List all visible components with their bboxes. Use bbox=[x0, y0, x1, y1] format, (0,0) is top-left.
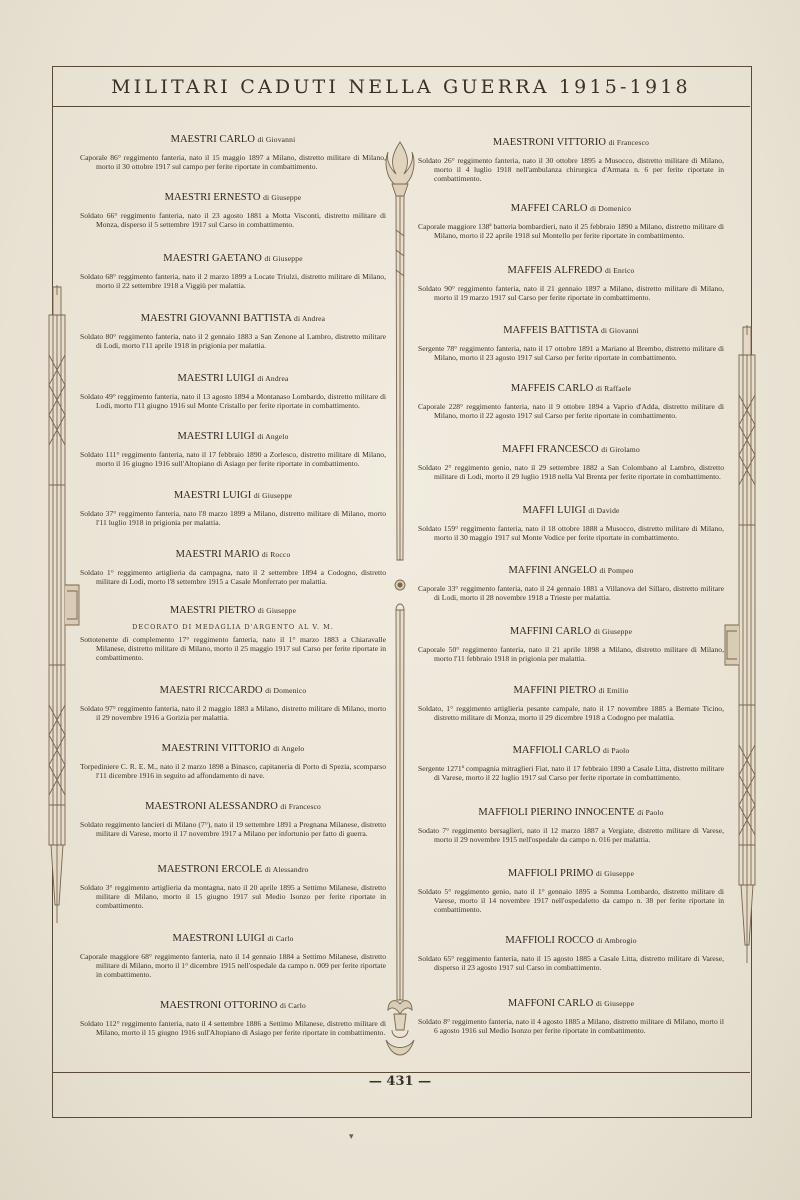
entry-patronymic: di Raffaele bbox=[596, 384, 632, 393]
entry-text: Sodato 7° reggimento bersaglieri, nato il 12 marzo 1887 a Vergiate, distretto militare di Varese, morto il 29 novembre 1915 nell'ospedale da campo n. 016 per malattia. bbox=[418, 826, 724, 845]
entry-name: MAFFIOLI PRIMO bbox=[507, 868, 594, 879]
entry-name: MAESTRINI VITTORIO bbox=[161, 743, 271, 754]
entry-name: MAESTRI LUIGI bbox=[173, 490, 252, 501]
entry-name: MAFFI FRANCESCO bbox=[502, 444, 599, 455]
entry-text: Caporale 33° reggimento fanteria, nato il 24 gennaio 1881 a Villanova del Sillaro, distretto militare di Lodi, morto il 28 novembre 1918 a Trieste per malattia. bbox=[418, 584, 724, 603]
entry-name: MAFFI LUIGI bbox=[522, 505, 586, 516]
list-item bbox=[80, 372, 386, 410]
entry-name: MAFFONI CARLO bbox=[507, 998, 594, 1009]
list-item bbox=[418, 625, 724, 663]
list-item bbox=[418, 382, 724, 420]
page-title: MILITARI CADUTI NELLA GUERRA 1915-1918 bbox=[111, 76, 691, 98]
entry-text: Caporale 228° reggimento fanteria, nato il 9 ottobre 1894 a Vaprio d'Adda, distretto militare di Milano, morto il 22 agosto 1917 sul Carso per ferite riportate in combattimento. bbox=[418, 402, 724, 421]
entry-name: MAFFIOLI ROCCO bbox=[505, 935, 594, 946]
list-item bbox=[80, 548, 386, 586]
entry-text: Soldato 65° reggimento fanteria, nato il 15 agosto 1885 a Casale Litta, distretto militare di Varese, disperso il 23 agosto 1917 sul Carso in combattimento. bbox=[418, 954, 724, 973]
entry-text: Caporale 50° reggimento fanteria, nato il 21 aprile 1898 a Milano, distretto militare di Milano, morto l'11 febbraio 1918 in prigionia per malattia. bbox=[418, 645, 724, 664]
entry-name: MAFFINI PIETRO bbox=[513, 685, 596, 696]
entry-name: MAESTRONI OTTORINO bbox=[160, 1000, 278, 1011]
list-item bbox=[418, 744, 724, 782]
entry-text: Soldato 26° reggimento fanteria, nato il 30 ottobre 1895 a Musocco, distretto militare di Milano, morto il 4 luglio 1918 nell'ambulanza chirurgica d'Armata n. 6 per ferite riportate in combattimento. bbox=[418, 156, 724, 184]
entry-text: Torpediniere C. R. E. M., nato il 2 marzo 1898 a Binasco, capitaneria di Porto di Spezia, scomparso l'11 dicembre 1916 in seguito ad affondamento di nave. bbox=[80, 762, 386, 781]
entry-name: MAESTRI PIETRO bbox=[169, 605, 256, 616]
entry-patronymic: di Francesco bbox=[280, 802, 321, 811]
entry-text: Soldato 66° reggimento fanteria, nato il 23 agosto 1881 a Motta Visconti, distretto militare di Monza, disperso il 5 settembre 1917 sul Carso in combattimento. bbox=[80, 211, 386, 230]
list-item bbox=[80, 430, 386, 468]
list-item bbox=[418, 806, 724, 844]
entry-patronymic: di Pompeo bbox=[599, 566, 634, 575]
entry-name: MAESTRONI ALESSANDRO bbox=[145, 801, 278, 812]
entry-text: Soldato 1° reggimento artiglieria da campagna, nato il 2 settembre 1894 a Codogno, distretto militare di Lodi, morto l'8 settembre 1915 a Casale Monferrato per malattia. bbox=[80, 568, 386, 587]
right-fasces-ornament bbox=[723, 325, 771, 965]
entry-patronymic: di Alessandro bbox=[264, 865, 309, 874]
entry-name: MAFFEIS CARLO bbox=[510, 383, 594, 394]
list-item bbox=[418, 504, 724, 542]
entry-text: Sergente 1271ª compagnia mitraglieri Fiat, nato il 17 febbraio 1890 a Casale Litta, distretto militare di Varese, morto il 22 luglio 1917 sul Carso per ferite riportate in combattimento. bbox=[418, 764, 724, 783]
left-fasces-ornament bbox=[33, 285, 81, 925]
entry-patronymic: di Paolo bbox=[603, 746, 630, 755]
list-item bbox=[80, 742, 386, 780]
list-item bbox=[418, 136, 724, 184]
entry-patronymic: di Andrea bbox=[294, 314, 326, 323]
list-item bbox=[80, 489, 386, 527]
list-item bbox=[80, 863, 386, 911]
entry-patronymic: di Giuseppe bbox=[264, 254, 303, 263]
entry-name: MAFFIOLI CARLO bbox=[512, 745, 601, 756]
entry-name: MAESTRONI ERCOLE bbox=[157, 864, 263, 875]
list-item bbox=[418, 324, 724, 362]
entry-patronymic: di Giuseppe bbox=[593, 627, 633, 636]
entry-name: MAESTRI ERNESTO bbox=[164, 192, 261, 203]
entry-patronymic: di Emilio bbox=[598, 686, 629, 695]
entry-text: Soldato 3° reggimento artiglieria da montagna, nato il 20 aprile 1895 a Settimo Milanese, distretto militare di Milano, morto il 15 giugno 1917 sul Medio Isonzo per ferite riportate in combattimento. bbox=[80, 883, 386, 911]
entry-name: MAFFINI ANGELO bbox=[508, 565, 597, 576]
list-item bbox=[418, 684, 724, 722]
entry-patronymic: di Paolo bbox=[637, 808, 664, 817]
entry-patronymic: di Domenico bbox=[265, 686, 307, 695]
decoration-note: DECORATO DI MEDAGLIA D'ARGENTO AL V. M. bbox=[132, 623, 334, 631]
list-item bbox=[418, 934, 724, 972]
entry-patronymic: di Carlo bbox=[267, 934, 294, 943]
entry-patronymic: di Davide bbox=[588, 506, 620, 515]
entry-text: Soldato 111° reggimento fanteria, nato il 17 febbraio 1890 a Zorlesco, distretto militare di Milano, morto il 16 giugno 1916 sull'Altopiano di Asiago per ferite riportate in combattimento. bbox=[80, 450, 386, 469]
entry-patronymic: di Giuseppe bbox=[595, 999, 635, 1008]
entry-patronymic: di Giuseppe bbox=[257, 606, 297, 615]
title-box bbox=[52, 66, 750, 107]
entry-text: Soldato 37° reggimento fanteria, nato l'8 marzo 1899 a Milano, distretto militare di Milano, morto l'11 luglio 1918 in prigionia per malattia. bbox=[80, 509, 386, 528]
list-item bbox=[80, 312, 386, 350]
list-item bbox=[418, 264, 724, 302]
list-item bbox=[418, 443, 724, 481]
entry-text: Soldato 68° reggimento fanteria, nato il 2 marzo 1899 a Locate Triulzi, distretto militare di Milano, morto il 22 settembre 1918 a Viggiù per malattia. bbox=[80, 272, 386, 291]
entry-name: MAESTRI GAETANO bbox=[163, 253, 262, 264]
entry-patronymic: di Angelo bbox=[273, 744, 305, 753]
entry-patronymic: di Enrico bbox=[604, 266, 635, 275]
entry-patronymic: di Giovanni bbox=[257, 135, 296, 144]
entry-patronymic: di Giuseppe bbox=[263, 193, 302, 202]
central-torch-divider bbox=[382, 140, 418, 1070]
entry-text: Soldato reggimento lancieri di Milano (7°), nato il 19 settembre 1891 a Pregnana Milanese, distretto militare di Varese, morto il 17 novembre 1917 a Milano per infortunio per fatto di guerra. bbox=[80, 820, 386, 839]
entry-name: MAFFEIS ALFREDO bbox=[507, 265, 603, 276]
entry-name: MAESTRI LUIGI bbox=[177, 431, 255, 442]
entry-text: Soldato 49° reggimento fanteria, nato il 13 agosto 1894 a Montanaso Lombardo, distretto militare di Lodi, morto l'11 giugno 1916 sul Monte Cristallo per ferite riportate in combattimento. bbox=[80, 392, 386, 411]
entry-name: MAFFEIS BATTISTA bbox=[503, 325, 599, 336]
entry-text: Soldato 90° reggimento fanteria, nato il 21 gennaio 1897 a Milano, distretto militare di Milano, morto il 19 marzo 1917 sul Carso per ferite riportate in combattimento. bbox=[418, 284, 724, 303]
list-item bbox=[80, 191, 386, 229]
entry-text: Soldato 159° reggimento fanteria, nato il 18 ottobre 1888 a Musocco, distretto militare di Milano, morto il 30 maggio 1917 sul Monte Vodice per ferite riportate in combattimento. bbox=[418, 524, 724, 543]
entry-name: MAFFINI CARLO bbox=[509, 626, 592, 637]
entry-patronymic: di Giuseppe bbox=[595, 869, 635, 878]
entry-name: MAFFIOLI PIERINO INNOCENTE bbox=[478, 807, 635, 818]
entry-name: MAESTRI MARIO bbox=[175, 549, 260, 560]
list-item bbox=[80, 604, 386, 663]
entry-text: Sottotenente di complemento 17° reggimento fanteria, nato il 1° marzo 1883 a Chiaravalle Milanese, distretto militare di Milano, morto il 25 maggio 1917 sul Carso per ferite riportate in combattimento. bbox=[80, 635, 386, 663]
entry-text: Soldato 2° reggimento genio, nato il 29 settembre 1882 a San Colombano al Lambro, distretto militare di Lodi, morto il 29 luglio 1918 nella Val Brenta per ferite riportate in combattimento. bbox=[418, 463, 724, 482]
page-number: — 431 — bbox=[368, 1074, 432, 1089]
entry-text: Caporale maggiore 68° reggimento fanteria, nato il 14 gennaio 1884 a Settimo Milanese, distretto militare di Milano, morto il 1° dicembre 1915 nell'ospedale da campo n. 009 per ferite riportate in combattimento. bbox=[80, 952, 386, 980]
entry-text: Soldato 80° reggimento fanteria, nato il 2 gennaio 1883 a San Zenone al Lambro, distretto militare di Lodi, morto l'11 aprile 1918 in prigionia per malattia. bbox=[80, 332, 386, 351]
list-item bbox=[418, 202, 724, 240]
entry-name: MAESTRI CARLO bbox=[170, 134, 255, 145]
entry-patronymic: di Carlo bbox=[280, 1001, 306, 1010]
entry-text: Soldato 5° reggimento genio, nato il 1° gennaio 1895 a Somma Lombardo, distretto militare di Varese, morto il 14 novembre 1917 nell'ospedaletto da campo n. 38 per ferite riportate in combattimento. bbox=[418, 887, 724, 915]
entry-text: Caporale 86° reggimento fanteria, nato il 15 maggio 1897 a Milano, distretto militare di Milano, morto il 30 ottobre 1917 sul campo per ferite riportate in combattimento. bbox=[80, 153, 386, 172]
list-item bbox=[418, 564, 724, 602]
list-item bbox=[418, 867, 724, 915]
entry-text: Soldato, 1° reggimento artiglieria pesante campale, nato il 17 novembre 1885 a Bernate Ticino, distretto militare di Monza, morto il 29 dicembre 1918 a Codogno per malattia. bbox=[418, 704, 724, 723]
entry-text: Soldato 97° reggimento fanteria, nato il 2 maggio 1883 a Milano, distretto militare di Milano, morto il 29 novembre 1916 a Gorizia per malattia. bbox=[80, 704, 386, 723]
list-item bbox=[80, 999, 386, 1037]
bottom-rule bbox=[52, 1072, 750, 1073]
entry-patronymic: di Giuseppe bbox=[253, 491, 293, 500]
entry-text: Soldato 8° reggimento fanteria, nato il 4 agosto 1885 a Milano, distretto militare di Milano, morto il 6 agosto 1916 sul Medio Isonzo per ferite riportate in combattimento. bbox=[418, 1017, 724, 1036]
list-item bbox=[80, 800, 386, 838]
entry-patronymic: di Francesco bbox=[608, 138, 650, 147]
entry-name: MAESTRI RICCARDO bbox=[159, 685, 263, 696]
entry-name: MAESTRONI VITTORIO bbox=[492, 137, 606, 148]
entry-text: Caporale maggiore 138ª batteria bombardieri, nato il 25 febbraio 1890 a Milano, distretto militare di Milano, morto il 22 aprile 1918 sul Montello per ferite riportate in combattimento. bbox=[418, 222, 724, 241]
entry-patronymic: di Giovanni bbox=[600, 326, 639, 335]
paper-mark: ▾ bbox=[349, 1132, 354, 1142]
entry-patronymic: di Girolamo bbox=[601, 445, 640, 454]
entry-name: MAESTRI GIOVANNI BATTISTA bbox=[140, 313, 292, 324]
list-item bbox=[80, 252, 386, 290]
list-item bbox=[80, 932, 386, 980]
entry-patronymic: di Rocco bbox=[261, 550, 291, 559]
list-item bbox=[80, 684, 386, 722]
entry-patronymic: di Domenico bbox=[590, 204, 632, 213]
entry-text: Soldato 112° reggimento fanteria, nato il 4 settembre 1886 a Settimo Milanese, distretto militare di Milano, morto il 15 giugno 1916 sull'Altopiano di Asiago per ferite riportate in combattimento. bbox=[80, 1019, 386, 1038]
list-item bbox=[418, 997, 724, 1035]
entry-text: Sergente 78° reggimento fanteria, nato il 17 ottobre 1891 a Mariano al Brembo, distretto militare di Milano, morto il 23 agosto 1917 sul Carso per ferite riportate in combattimento. bbox=[418, 344, 724, 363]
entry-patronymic: di Ambrogio bbox=[596, 936, 637, 945]
entry-patronymic: di Andrea bbox=[257, 374, 289, 383]
entry-name: MAFFEI CARLO bbox=[510, 203, 588, 214]
list-item bbox=[80, 133, 386, 171]
entry-name: MAESTRONI LUIGI bbox=[172, 933, 265, 944]
entry-patronymic: di Angelo bbox=[257, 432, 289, 441]
entry-name: MAESTRI LUIGI bbox=[177, 373, 255, 384]
